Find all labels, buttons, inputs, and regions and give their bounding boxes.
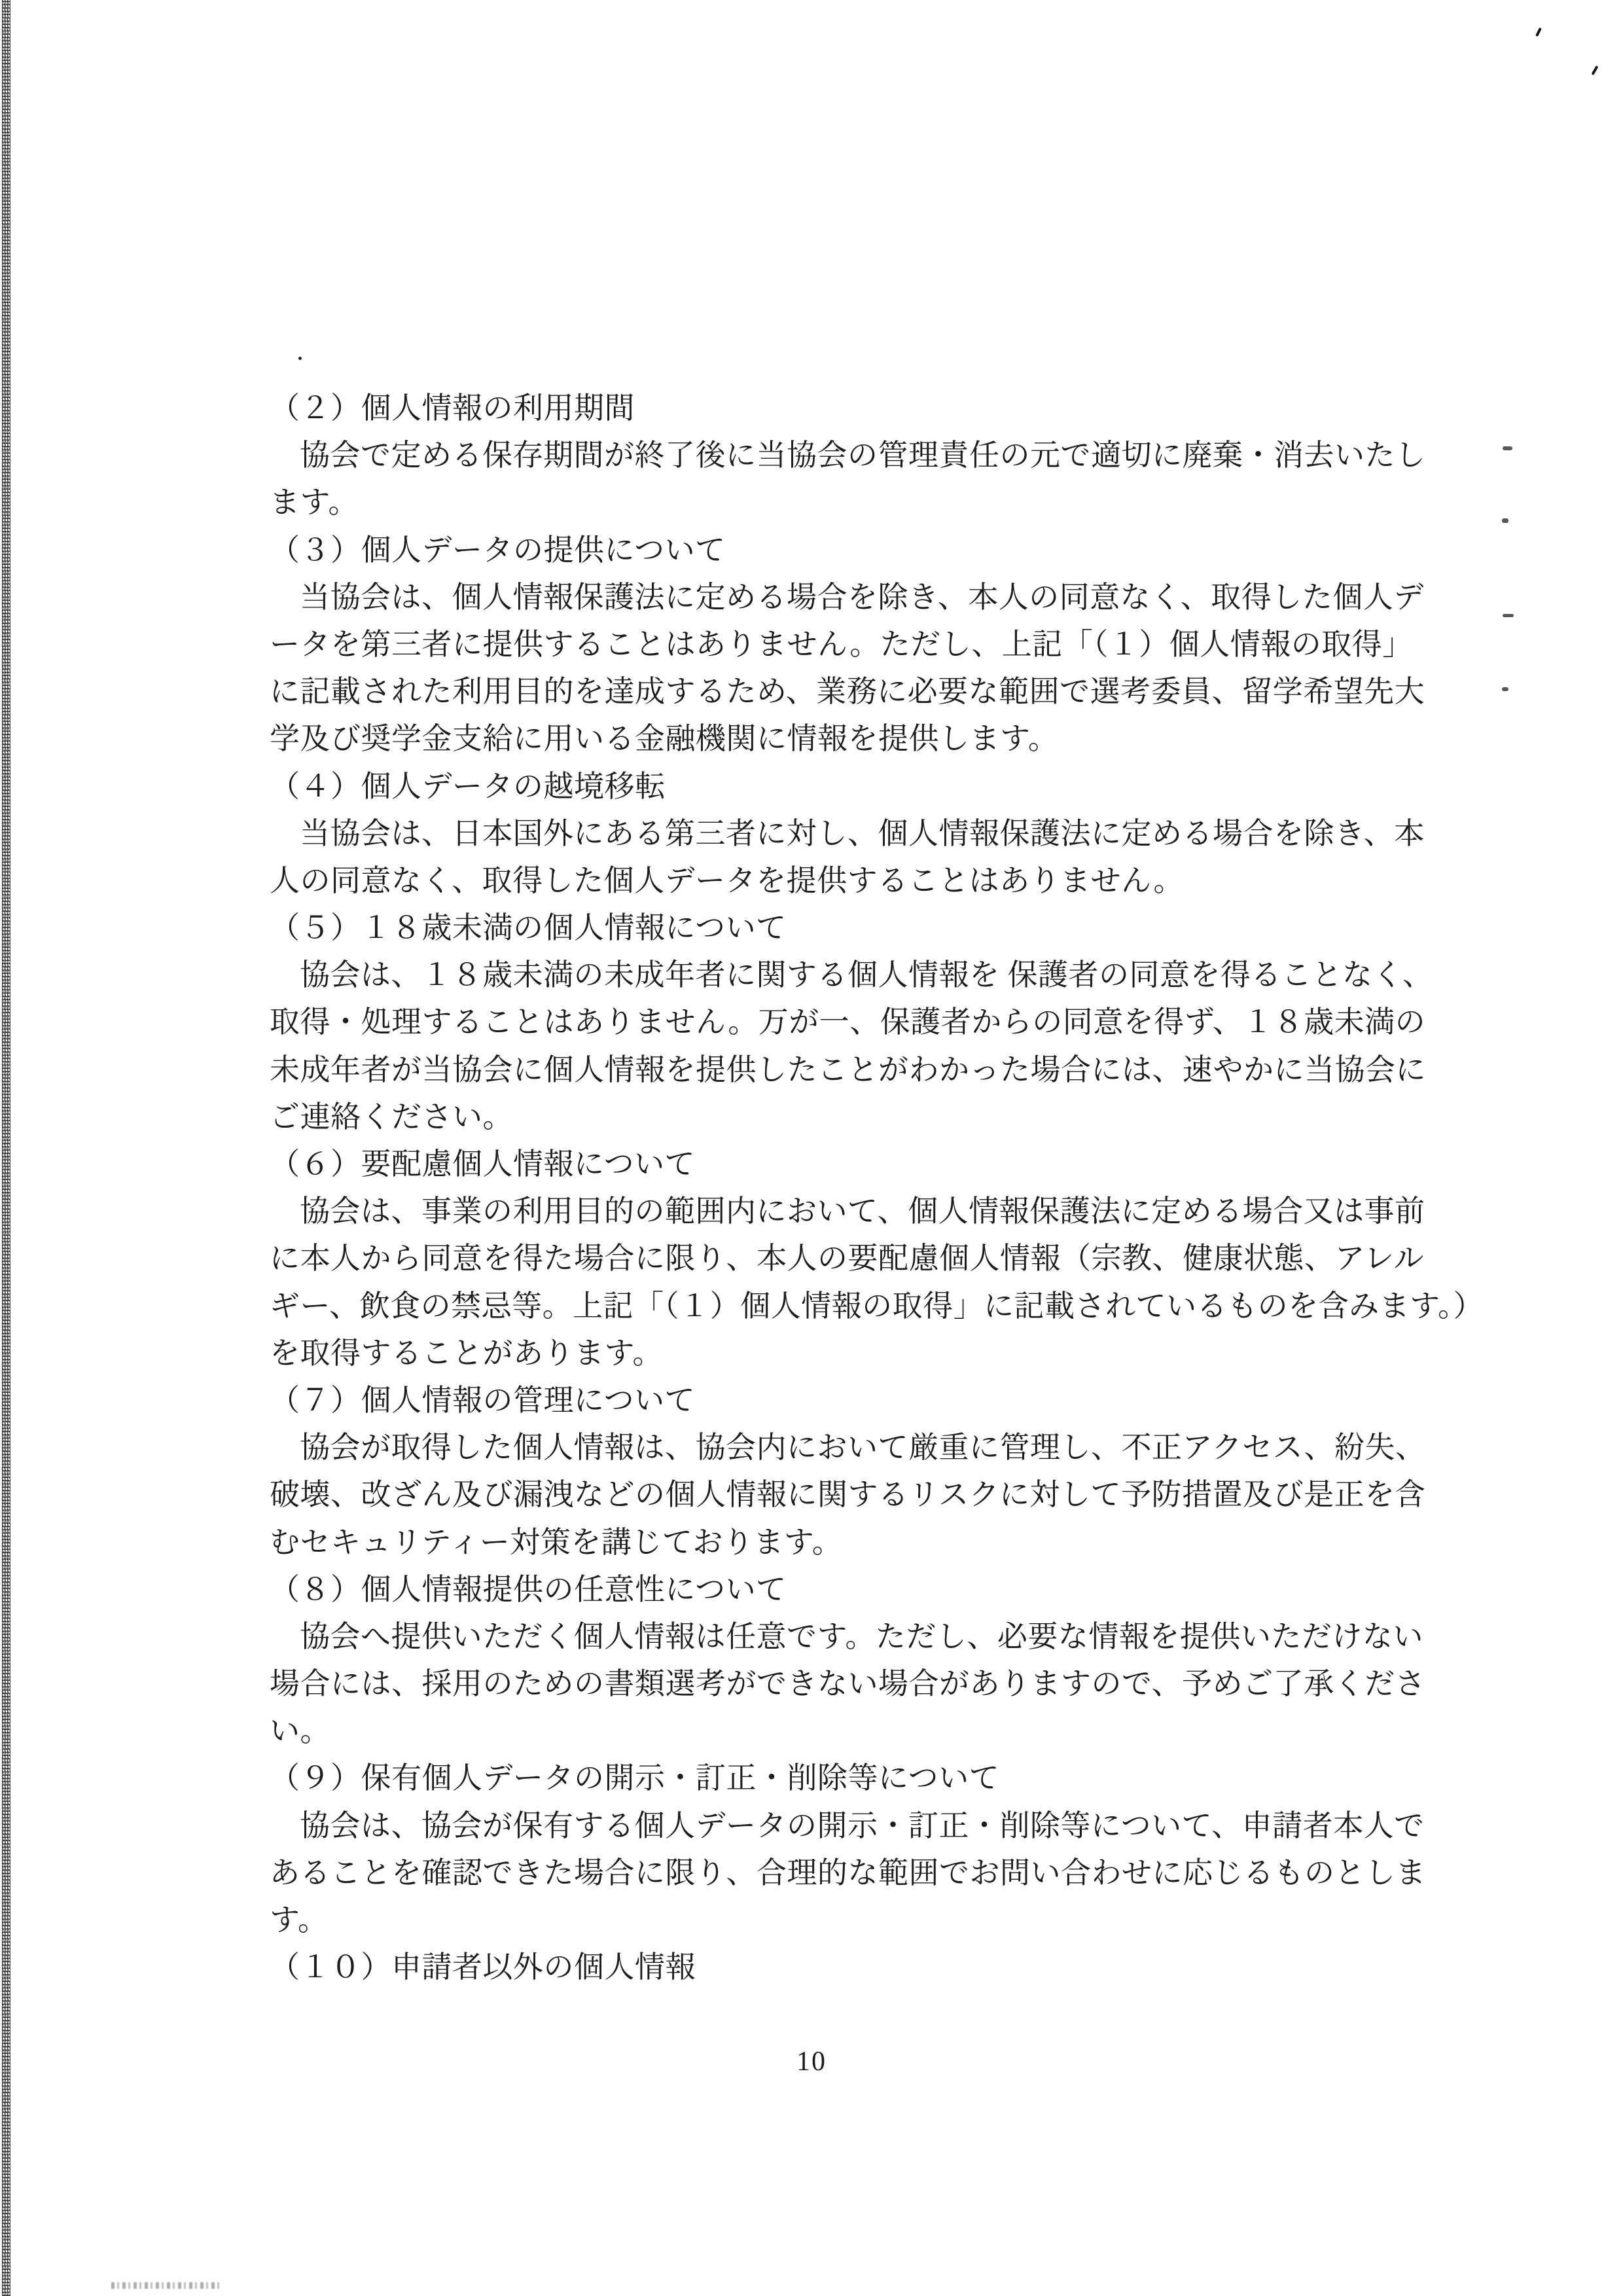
text-line: 協会は、事業の利用目的の範囲内において、個人情報保護法に定める場合又は事前 (300, 1194, 1425, 1229)
text-line: す。 (270, 1903, 329, 1937)
text-line: 場合には、採用のための書類選考ができない場合がありますので、予めご了承くださ (270, 1667, 1426, 1701)
text-line: に記載された利用目的を達成するため、業務に必要な範囲で選考委員、留学希望先大 (270, 675, 1425, 709)
text-line: に本人から同意を得た場合に限り、本人の要配慮個人情報（宗教、健康状態、アレル (270, 1242, 1425, 1276)
text-line: 未成年者が当協会に個人情報を提供したことがわかった場合には、速やかに当協会に (270, 1052, 1426, 1086)
text-line: 人の同意なく、取得した個人データを提供することはありません。 (270, 863, 1184, 897)
text-line: ご連絡ください。 (270, 1100, 513, 1134)
text-line: （３）個人データの提供について (270, 533, 726, 567)
text-line: 当協会は、個人情報保護法に定める場合を除き、本人の同意なく、取得した個人デ (300, 580, 1424, 614)
text-line: ギー、飲食の禁忌等。上記「（１）個人情報の取得」に記載されているものを含みます。） (270, 1289, 1484, 1323)
text-line: 取得・処理することはありません。万が一、保護者からの同意を得ず、１８歳未満の (270, 1005, 1426, 1039)
text-line: い。 (270, 1714, 330, 1748)
scan-slash-mark (1592, 65, 1599, 75)
text-line: むセキュリティー対策を講じております。 (270, 1525, 843, 1559)
scan-slash-mark (1535, 27, 1542, 37)
text-line: あることを確認できた場合に限り、合理的な範囲でお問い合わせに応じるものとしま (270, 1856, 1426, 1890)
text-line: 協会へ提供いただく個人情報は任意です。ただし、必要な情報を提供いただけない (300, 1619, 1423, 1653)
text-line: （８）個人情報提供の任意性について (270, 1572, 787, 1606)
text-line: 学及び奨学金支給に用いる金融機関に情報を提供します。 (270, 722, 1059, 756)
text-line: （２）個人情報の利用期間 (270, 391, 635, 425)
left-edge-scan-noise (2, 0, 10, 2296)
text-line: を取得することがあります。 (270, 1336, 663, 1370)
scan-smudge-artifact (111, 2282, 219, 2289)
text-line: 協会は、１８歳未満の未成年者に関する個人情報を 保護者の同意を得ることなく、 (300, 958, 1433, 992)
privacy-policy-text-block (270, 385, 1552, 1991)
text-line: （４）個人データの越境移転 (270, 769, 666, 803)
page-number: 10 (796, 2047, 827, 2077)
text-line: ます。 (270, 486, 359, 520)
text-line: （１０）申請者以外の個人情報 (270, 1950, 696, 1984)
text-line: （６）要配慮個人情報について (270, 1147, 696, 1181)
text-line: 協会で定める保存期間が終了後に当協会の管理責任の元で適切に廃棄・消去いたし (300, 439, 1426, 473)
text-line: ータを第三者に提供することはありません。ただし、上記「（１）個人情報の取得」 (270, 627, 1413, 661)
text-line: 当協会は、日本国外にある第三者に対し、個人情報保護法に定める場合を除き、本 (300, 816, 1425, 850)
text-line: 破壊、改ざん及び漏洩などの個人情報に関するリスクに対して予防措置及び是正を含 (270, 1478, 1426, 1512)
text-line: （９）保有個人データの開示・訂正・削除等について (270, 1761, 1000, 1795)
text-line: （５）１８歳未満の個人情報について (270, 911, 787, 945)
text-line: 協会が取得した個人情報は、協会内において厳重に管理し、不正アクセス、紛失、 (300, 1431, 1426, 1465)
text-line: 協会は、協会が保有する個人データの開示・訂正・削除等について、申請者本人で (300, 1808, 1425, 1842)
text-line: （７）個人情報の管理について (270, 1383, 696, 1417)
scan-dot-artifact (298, 357, 302, 360)
